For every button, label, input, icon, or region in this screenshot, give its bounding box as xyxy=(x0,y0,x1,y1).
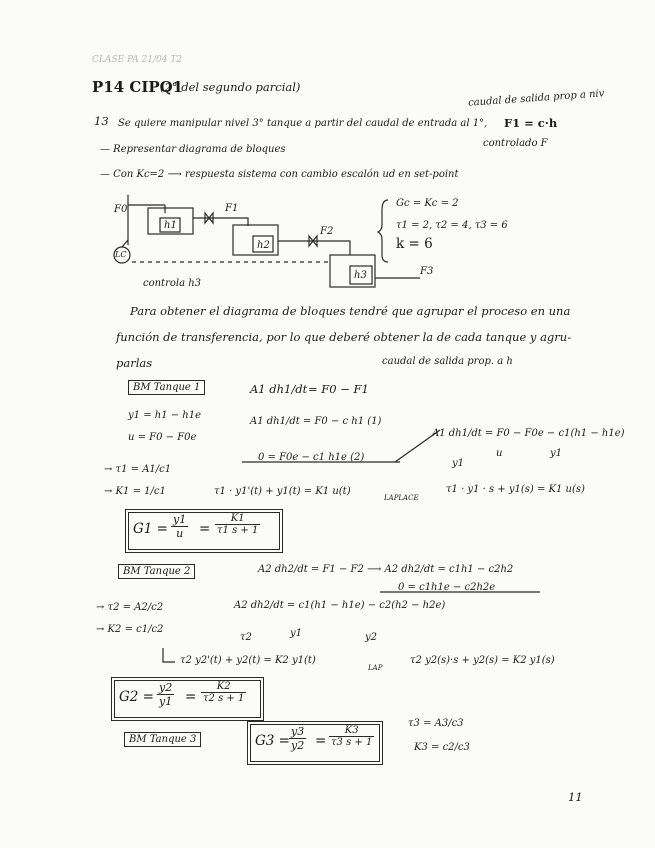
label-f3: F3 xyxy=(420,266,434,277)
g2-transfer-function-box: G2 = $\frac{y2}{y1}$ = $\frac{K2}{\tau 2 s + 1}$ xyxy=(114,680,261,718)
bullet-response: — Con Kc=2 ⟶ respuesta sistema con cambio escalón ud en set-point xyxy=(100,169,459,180)
tank-2 xyxy=(233,225,278,255)
tank2-eq1: A2 dh2/dt = F1 − F2 ⟶ A2 dh2/dt = c1h1 − c2h2 xyxy=(258,564,514,575)
g3-num: y3 xyxy=(291,725,305,738)
g3-tf-den: τ3 s + 1 xyxy=(331,737,373,748)
tank1-k1: → K1 = 1/c1 xyxy=(104,486,166,497)
tank2-k2: → K2 = c1/c2 xyxy=(96,624,164,635)
problem-number: 13 xyxy=(94,114,109,128)
g1-den: u xyxy=(176,527,184,540)
page-number: 11 xyxy=(568,790,583,804)
tank3-k3: K3 = c2/c3 xyxy=(414,742,470,753)
tank1-eq3: 0 = F0e − c1 h1e (2) xyxy=(258,452,365,463)
tank1-side-y1b: y1 xyxy=(550,448,563,459)
label-bm-tanque-3: BM Tanque 3 xyxy=(124,732,201,747)
controller-link xyxy=(122,240,128,247)
g1-lhs: G1 = xyxy=(133,521,168,537)
text-line-3: parlas xyxy=(116,356,153,370)
bullet-block-diagram: — Representar diagrama de bloques xyxy=(100,144,286,155)
text-line-2: función de transferencia, por lo que deberé obtener la de cada tanque y agru- xyxy=(116,330,572,344)
label-controla: controla h3 xyxy=(143,278,202,289)
g3-tf xyxy=(329,725,374,748)
annotation-caudal-prop: caudal de salida prop. a h xyxy=(382,356,513,367)
tank1-laplace-label: LAPLACE xyxy=(384,494,419,502)
param-taus: τ1 = 2, τ2 = 4, τ3 = 6 xyxy=(396,220,508,231)
g1-transfer-function-box: G1 = $\frac{y1}{u}$ = $\frac{K1}{\tau 1 s + 1}$ xyxy=(128,512,280,550)
g1-tf-den: τ1 s + 1 xyxy=(217,525,259,536)
tank1-eq1-rhs: = F0 − F1 xyxy=(308,382,369,396)
tank1-tau1: → τ1 = A1/c1 xyxy=(104,464,172,475)
label-bm-tanque-2: BM Tanque 2 xyxy=(118,564,195,579)
params-brace xyxy=(378,200,388,262)
tank1-lap-result: τ1 · y1 · s + y1(s) = K1 u(s) xyxy=(446,484,585,495)
g1-tf xyxy=(215,513,260,536)
g2-tf-den: τ2 s + 1 xyxy=(203,693,245,704)
tank1-side-y1: y1 xyxy=(452,458,465,469)
g3-transfer-function-box: G3 = $\frac{y3}{y2}$ = $\frac{K3}{\tau 3 s + 1}$ xyxy=(250,724,380,762)
g3-ratio xyxy=(289,725,306,752)
g1-tf-num: K1 xyxy=(215,513,260,525)
tank2-under-c: y2 xyxy=(365,632,378,643)
param-k: k = 6 xyxy=(396,236,433,252)
tank1-eq2: A1 dh1/dt = F0 − c h1 (1) xyxy=(250,416,382,427)
label-f0: F0 xyxy=(114,204,128,215)
tank1-eq1-lhs: A1 dh1/dt xyxy=(250,382,308,396)
g2-ratio xyxy=(157,681,174,708)
g3-den: y2 xyxy=(291,739,305,752)
label-h1: h1 xyxy=(164,220,177,231)
g2-tf-num: K2 xyxy=(201,681,246,693)
g2-lhs: G2 = xyxy=(119,689,154,705)
text-line-1: Para obtener el diagrama de bloques tendré que agrupar el proceso en una xyxy=(130,304,571,318)
tank2-tau2: → τ2 = A2/c2 xyxy=(96,602,164,613)
tank2-under-a: τ2 xyxy=(240,632,252,643)
tank2-under-b: y1 xyxy=(290,628,303,639)
tank2-lap-result: τ2 y2(s)·s + y2(s) = K2 y1(s) xyxy=(410,655,555,666)
param-gc: Gc = Kc = 2 xyxy=(396,198,459,209)
tank2-lap-label: LAP xyxy=(368,664,383,672)
annotation-controlado: controlado F xyxy=(483,138,548,149)
label-h3: h3 xyxy=(354,270,367,281)
problem-statement: Se quiere manipular nivel 3° tanque a partir del caudal de entrada al 1°, xyxy=(118,118,488,129)
g2-num: y2 xyxy=(159,681,173,694)
tank1-side-u: u xyxy=(496,448,503,459)
label-h2: h2 xyxy=(257,240,270,251)
page-title: P14 CIPQ1 xyxy=(92,78,184,96)
g2-tf xyxy=(201,681,246,704)
tank2-eq3: A2 dh2/dt = c1(h1 − h1e) − c2(h2 − h2e) xyxy=(234,600,446,611)
g3-lhs: G3 = xyxy=(255,733,290,749)
tank1-side-eq: A1 dh1/dt = F0 − F0e − c1(h1 − h1e) xyxy=(432,428,625,439)
page-subtitle: (2° del segundo parcial) xyxy=(160,80,301,94)
course-tag: CLASE PA 21/04 T2 xyxy=(92,55,183,65)
label-lc: LC xyxy=(115,250,127,259)
label-f2: F2 xyxy=(320,226,334,237)
g1-ratio xyxy=(171,513,188,540)
g1-num: y1 xyxy=(173,513,187,526)
g3-tf-num: K3 xyxy=(329,725,374,737)
label-f1: F1 xyxy=(225,203,239,214)
annotation-caudal-salida: caudal de salida prop a niv xyxy=(467,88,605,109)
tank2-eq2: 0 = c1h1e − c2h2e xyxy=(398,582,496,593)
tank1-y1-def: y1 = h1 − h1e xyxy=(128,410,202,421)
tank3-tau3: τ3 = A3/c3 xyxy=(408,718,464,729)
flow-relation: F1 = c·h xyxy=(504,116,558,130)
tank2-lap-eq: τ2 y2'(t) + y2(t) = K2 y1(t) xyxy=(180,655,316,666)
tank-3 xyxy=(330,255,375,287)
lap-arrow-corner xyxy=(163,648,175,662)
tank1-lap-eq: τ1 · y1'(t) + y1(t) = K1 u(t) xyxy=(214,486,351,497)
g2-den: y1 xyxy=(159,695,173,708)
tank1-u-def: u = F0 − F0e xyxy=(128,432,197,443)
label-bm-tanque-1: BM Tanque 1 xyxy=(128,380,205,395)
